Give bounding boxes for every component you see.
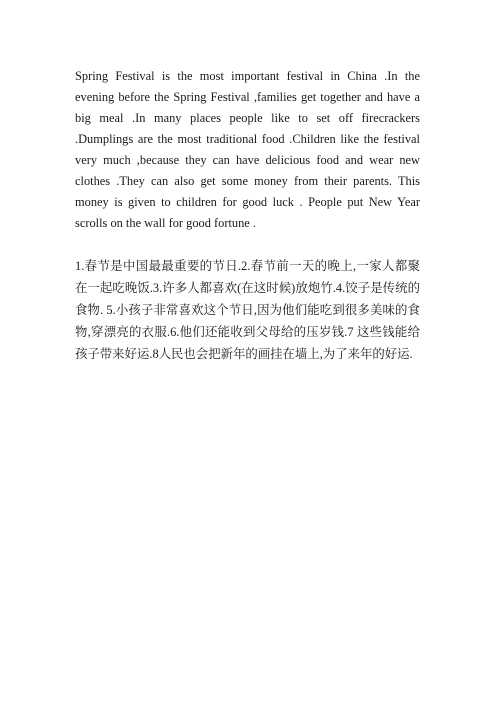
english-paragraph: Spring Festival is the most important festival in China .In the evening before the Spring Festival ,families get together and have a big meal .In many places people like to set off firecrackers .Dumplings are the most traditional food .Children like the festival very much ,because they can have delicious food and wear new clothes .They can also get some money from their parents. This money is given to children for good luck . People put New Year scrolls on the wall for good fortune .	[75, 69, 420, 230]
document-body	[75, 66, 420, 365]
chinese-paragraph: 1.春节是中国最最重要的节日.2.春节前一天的晚上,一家人都聚在一起吃晚饭.3.许多人都喜欢(在这时候)放炮竹.4.饺子是传统的食物. 5.小孩子非常喜欢这个节日,因为他们能吃到很多美味的食物,穿漂亮的衣服.6.他们还能收到父母给的压岁钱.7 这些钱能给孩子带来好运.8人民也会把新年的画挂在墙上,为了来年的好运.	[75, 259, 420, 361]
